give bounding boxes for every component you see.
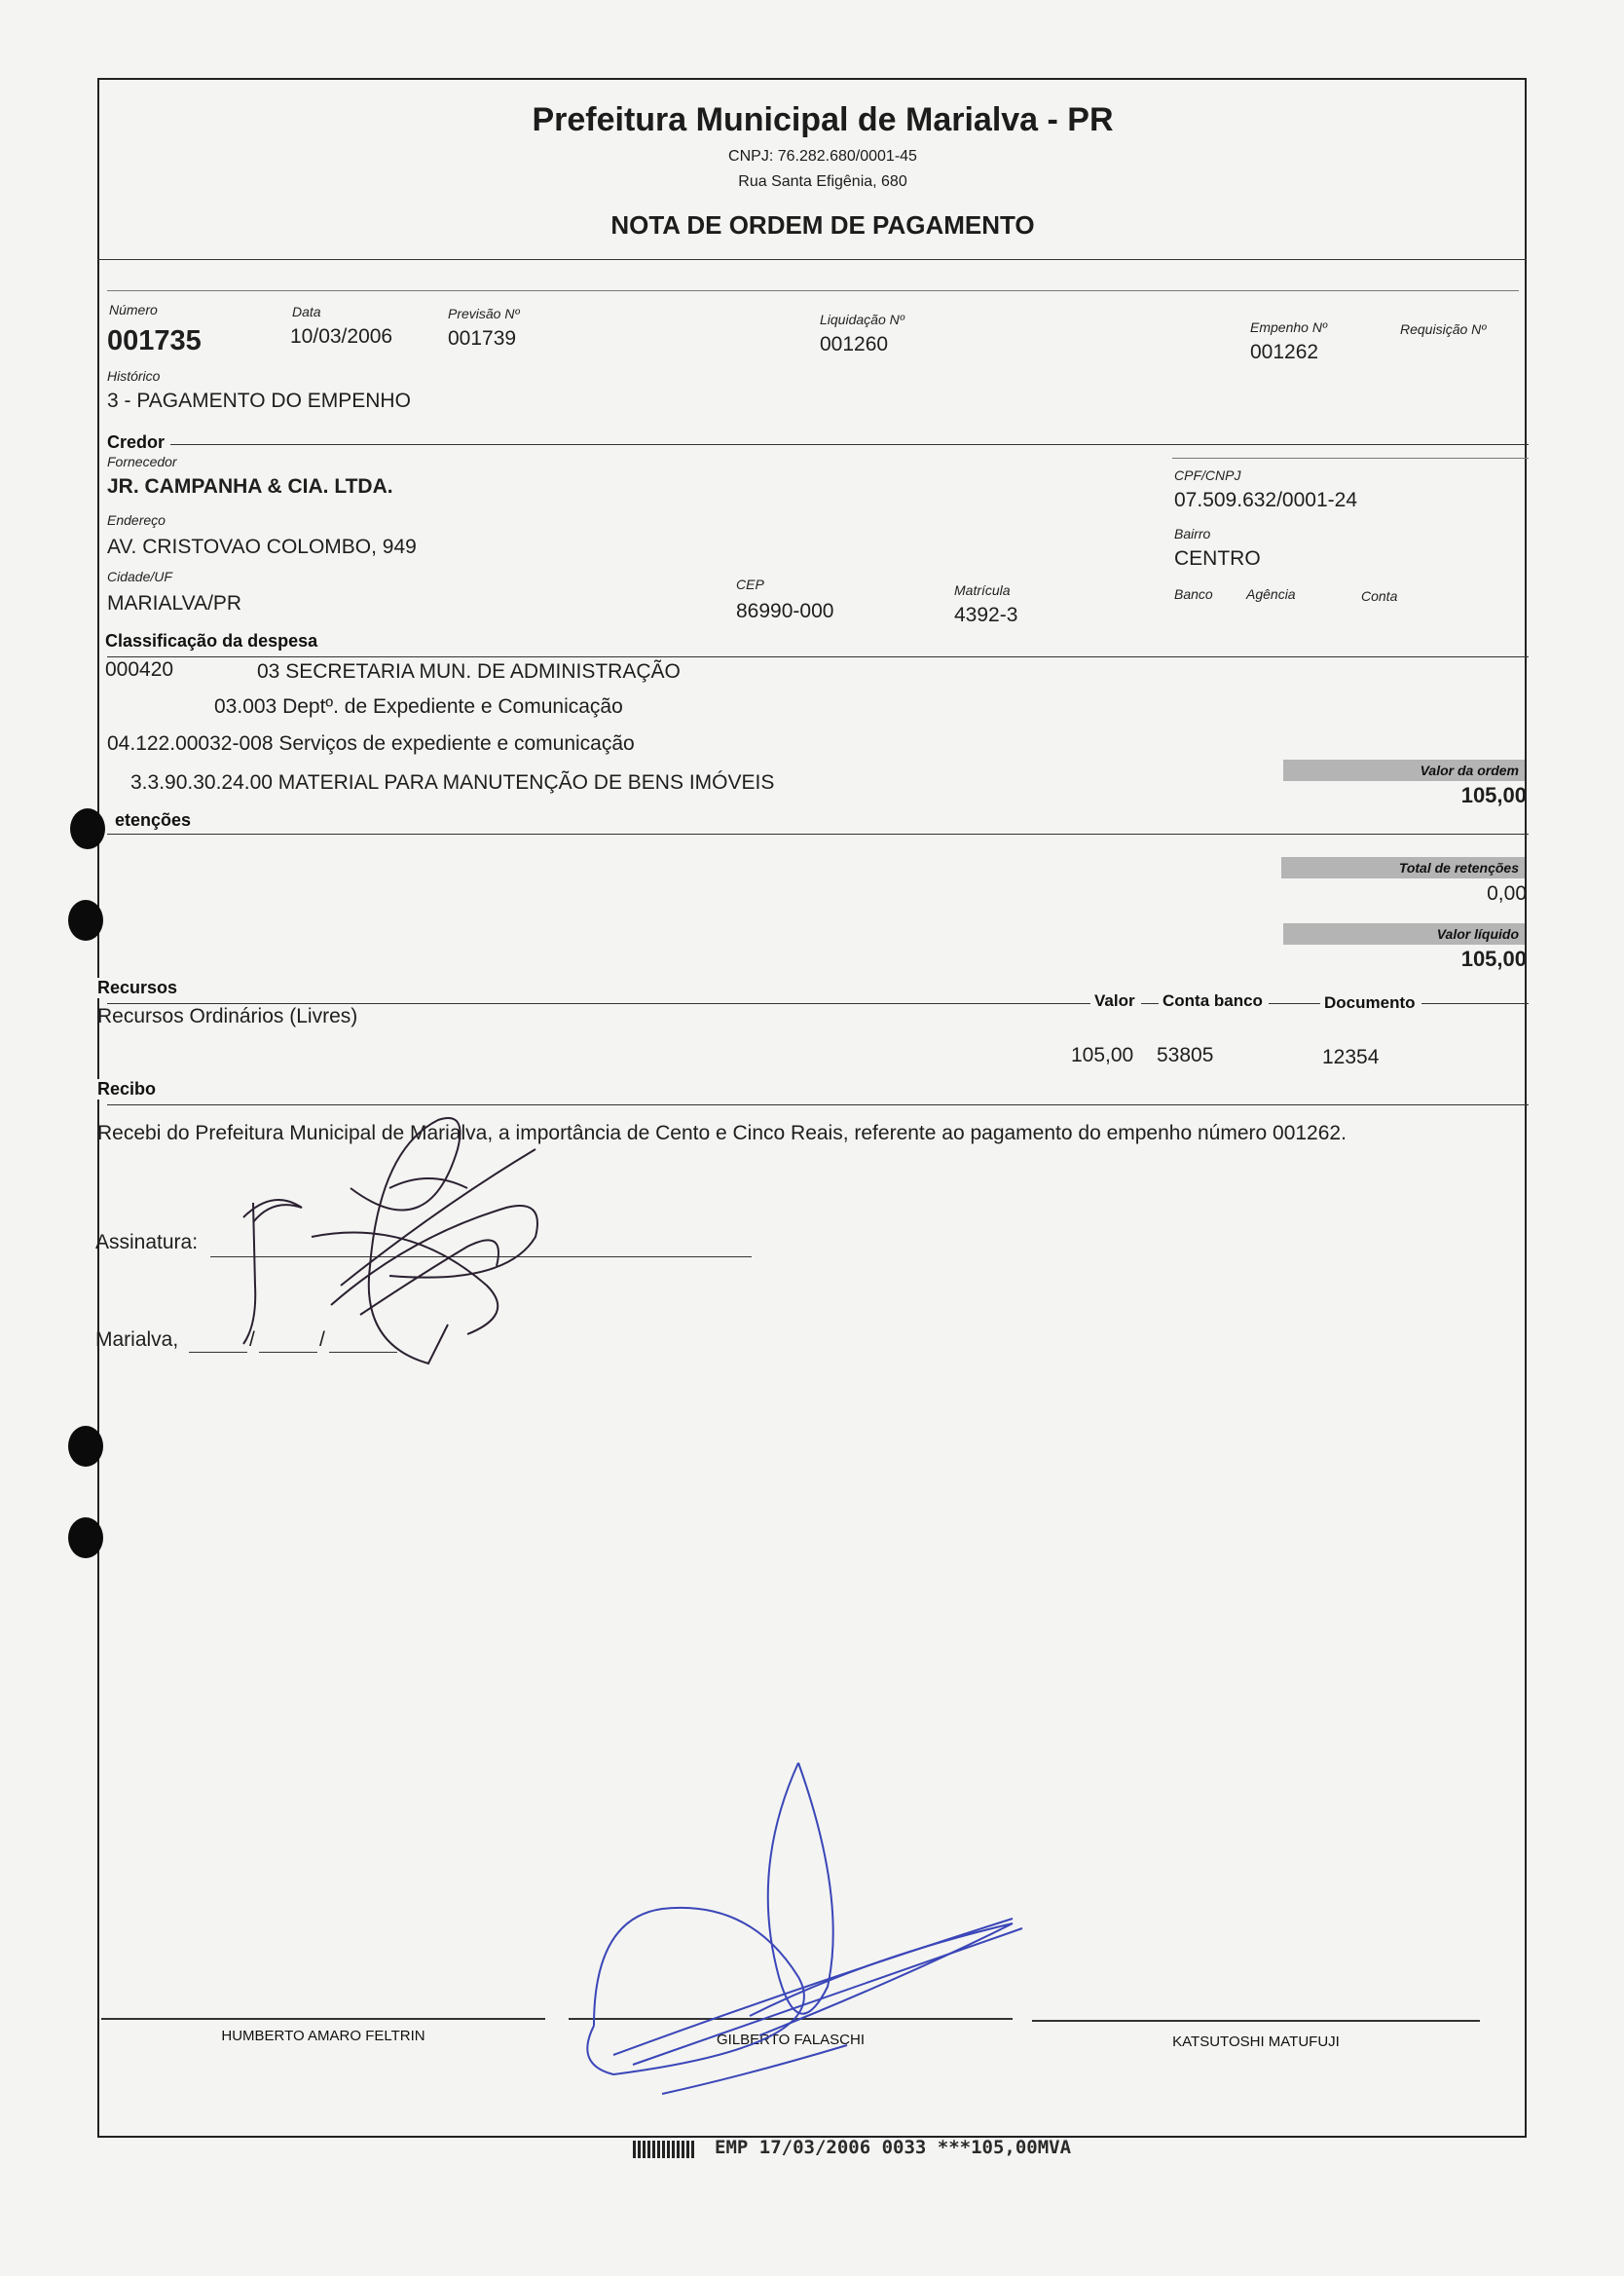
handwritten-signature-dark bbox=[214, 1091, 623, 1383]
numero-label: Número bbox=[109, 302, 158, 317]
signatory-2: GILBERTO FALASCHI bbox=[717, 2032, 865, 2048]
bairro-label: Bairro bbox=[1174, 526, 1211, 541]
cep-label: CEP bbox=[736, 577, 764, 592]
header-address: Rua Santa Efigênia, 680 bbox=[738, 173, 907, 190]
signatory-1: HUMBERTO AMARO FELTRIN bbox=[221, 2028, 425, 2044]
barcode-mark-icon bbox=[633, 2141, 695, 2158]
recursos-section: Recursos bbox=[97, 978, 183, 998]
local-label: Marialva, bbox=[95, 1328, 179, 1351]
recursos-valor-label: Valor bbox=[1090, 991, 1141, 1011]
recursos-valor: 105,00 bbox=[1071, 1044, 1134, 1066]
signatory-3: KATSUTOSHI MATUFUJI bbox=[1172, 2033, 1340, 2050]
header-divider bbox=[97, 259, 1527, 260]
classificacao-programa: 04.122.00032-008 Serviços de expediente e comunicação bbox=[107, 732, 635, 755]
page-title: Prefeitura Municipal de Marialva - PR bbox=[532, 101, 1114, 138]
historico-value: 3 - PAGAMENTO DO EMPENHO bbox=[107, 390, 411, 412]
matricula-label: Matrícula bbox=[954, 582, 1011, 598]
signature-line-3 bbox=[1032, 2020, 1480, 2022]
document-title: NOTA DE ORDEM DE PAGAMENTO bbox=[610, 210, 1035, 240]
payment-stamp: EMP 17/03/2006 0033 ***105,00MVA bbox=[715, 2137, 1072, 2158]
data-label: Data bbox=[292, 304, 321, 319]
numero-value: 001735 bbox=[107, 325, 202, 356]
punch-hole-1 bbox=[70, 808, 105, 849]
credor-section: Credor bbox=[107, 432, 170, 453]
classificacao-secretaria: 03 SECRETARIA MUN. DE ADMINISTRAÇÃO bbox=[257, 660, 681, 683]
valor-liquido-value: 105,00 bbox=[1460, 947, 1527, 971]
cpf-value: 07.509.632/0001-24 bbox=[1174, 489, 1358, 511]
assinatura-label: Assinatura: bbox=[95, 1231, 199, 1253]
requisicao-label: Requisição Nº bbox=[1400, 321, 1487, 337]
recursos-conta-banco-label: Conta banco bbox=[1159, 991, 1269, 1011]
agencia-label: Agência bbox=[1246, 586, 1296, 602]
punch-hole-3 bbox=[68, 1426, 103, 1467]
fornecedor-label: Fornecedor bbox=[107, 454, 177, 469]
previsao-label: Previsão Nº bbox=[448, 306, 520, 321]
endereco-label: Endereço bbox=[107, 512, 166, 528]
valor-ordem-value: 105,00 bbox=[1460, 783, 1527, 807]
date-separator-1: / bbox=[249, 1328, 255, 1351]
handwritten-signature-blue bbox=[555, 1753, 1042, 2104]
cep-value: 86990-000 bbox=[736, 600, 834, 622]
punch-hole-4 bbox=[68, 1517, 103, 1558]
matricula-value: 4392-3 bbox=[954, 604, 1018, 626]
date-separator-2: / bbox=[319, 1328, 325, 1351]
classificacao-rule bbox=[107, 656, 1529, 657]
cpf-label: CPF/CNPJ bbox=[1174, 467, 1241, 483]
recibo-text: Recebi do Prefeitura Municipal de Marialva, a importância de Cento e Cinco Reais, referente ao pagamento do empenho número 001262. bbox=[97, 1122, 1347, 1144]
liquidacao-label: Liquidação Nº bbox=[820, 312, 904, 327]
recibo-section: Recibo bbox=[97, 1079, 162, 1100]
credor-rule bbox=[107, 444, 1529, 445]
retencoes-rule bbox=[107, 834, 1529, 835]
cidade-label: Cidade/UF bbox=[107, 569, 172, 584]
bairro-value: CENTRO bbox=[1174, 547, 1261, 570]
liquidacao-value: 001260 bbox=[820, 333, 889, 355]
classificacao-elemento: 3.3.90.30.24.00 MATERIAL PARA MANUTENÇÃO DE BENS IMÓVEIS bbox=[130, 771, 775, 794]
total-retencoes-label: Total de retenções bbox=[1281, 857, 1525, 878]
banco-label: Banco bbox=[1174, 586, 1213, 602]
signature-line-1 bbox=[101, 2018, 545, 2020]
retencoes-section: etenções bbox=[115, 810, 197, 831]
valor-ordem-label: Valor da ordem bbox=[1283, 760, 1525, 781]
valor-liquido-label: Valor líquido bbox=[1283, 923, 1525, 945]
recursos-conta-banco: 53805 bbox=[1157, 1044, 1214, 1066]
recursos-documento: 12354 bbox=[1322, 1046, 1380, 1068]
previsao-value: 001739 bbox=[448, 327, 517, 350]
conta-label: Conta bbox=[1361, 588, 1398, 604]
data-value: 10/03/2006 bbox=[290, 325, 393, 348]
header-divider-2 bbox=[107, 290, 1519, 291]
historico-label: Histórico bbox=[107, 368, 161, 384]
empenho-label: Empenho Nº bbox=[1250, 319, 1328, 335]
recursos-documento-label: Documento bbox=[1320, 993, 1421, 1013]
punch-hole-2 bbox=[68, 900, 103, 941]
credor-right-rule bbox=[1172, 458, 1529, 459]
classificacao-code: 000420 bbox=[105, 658, 174, 681]
empenho-value: 001262 bbox=[1250, 341, 1319, 363]
cidade-value: MARIALVA/PR bbox=[107, 592, 242, 615]
recursos-descricao: Recursos Ordinários (Livres) bbox=[97, 1005, 358, 1027]
classificacao-departamento: 03.003 Deptº. de Expediente e Comunicação bbox=[214, 695, 623, 718]
fornecedor-value: JR. CAMPANHA & CIA. LTDA. bbox=[107, 475, 393, 498]
total-retencoes-value: 0,00 bbox=[1487, 882, 1527, 905]
header-cnpj: CNPJ: 76.282.680/0001-45 bbox=[728, 148, 917, 165]
classificacao-section: Classificação da despesa bbox=[105, 631, 323, 652]
recursos-rule bbox=[107, 1003, 1529, 1004]
endereco-value: AV. CRISTOVAO COLOMBO, 949 bbox=[107, 536, 417, 558]
